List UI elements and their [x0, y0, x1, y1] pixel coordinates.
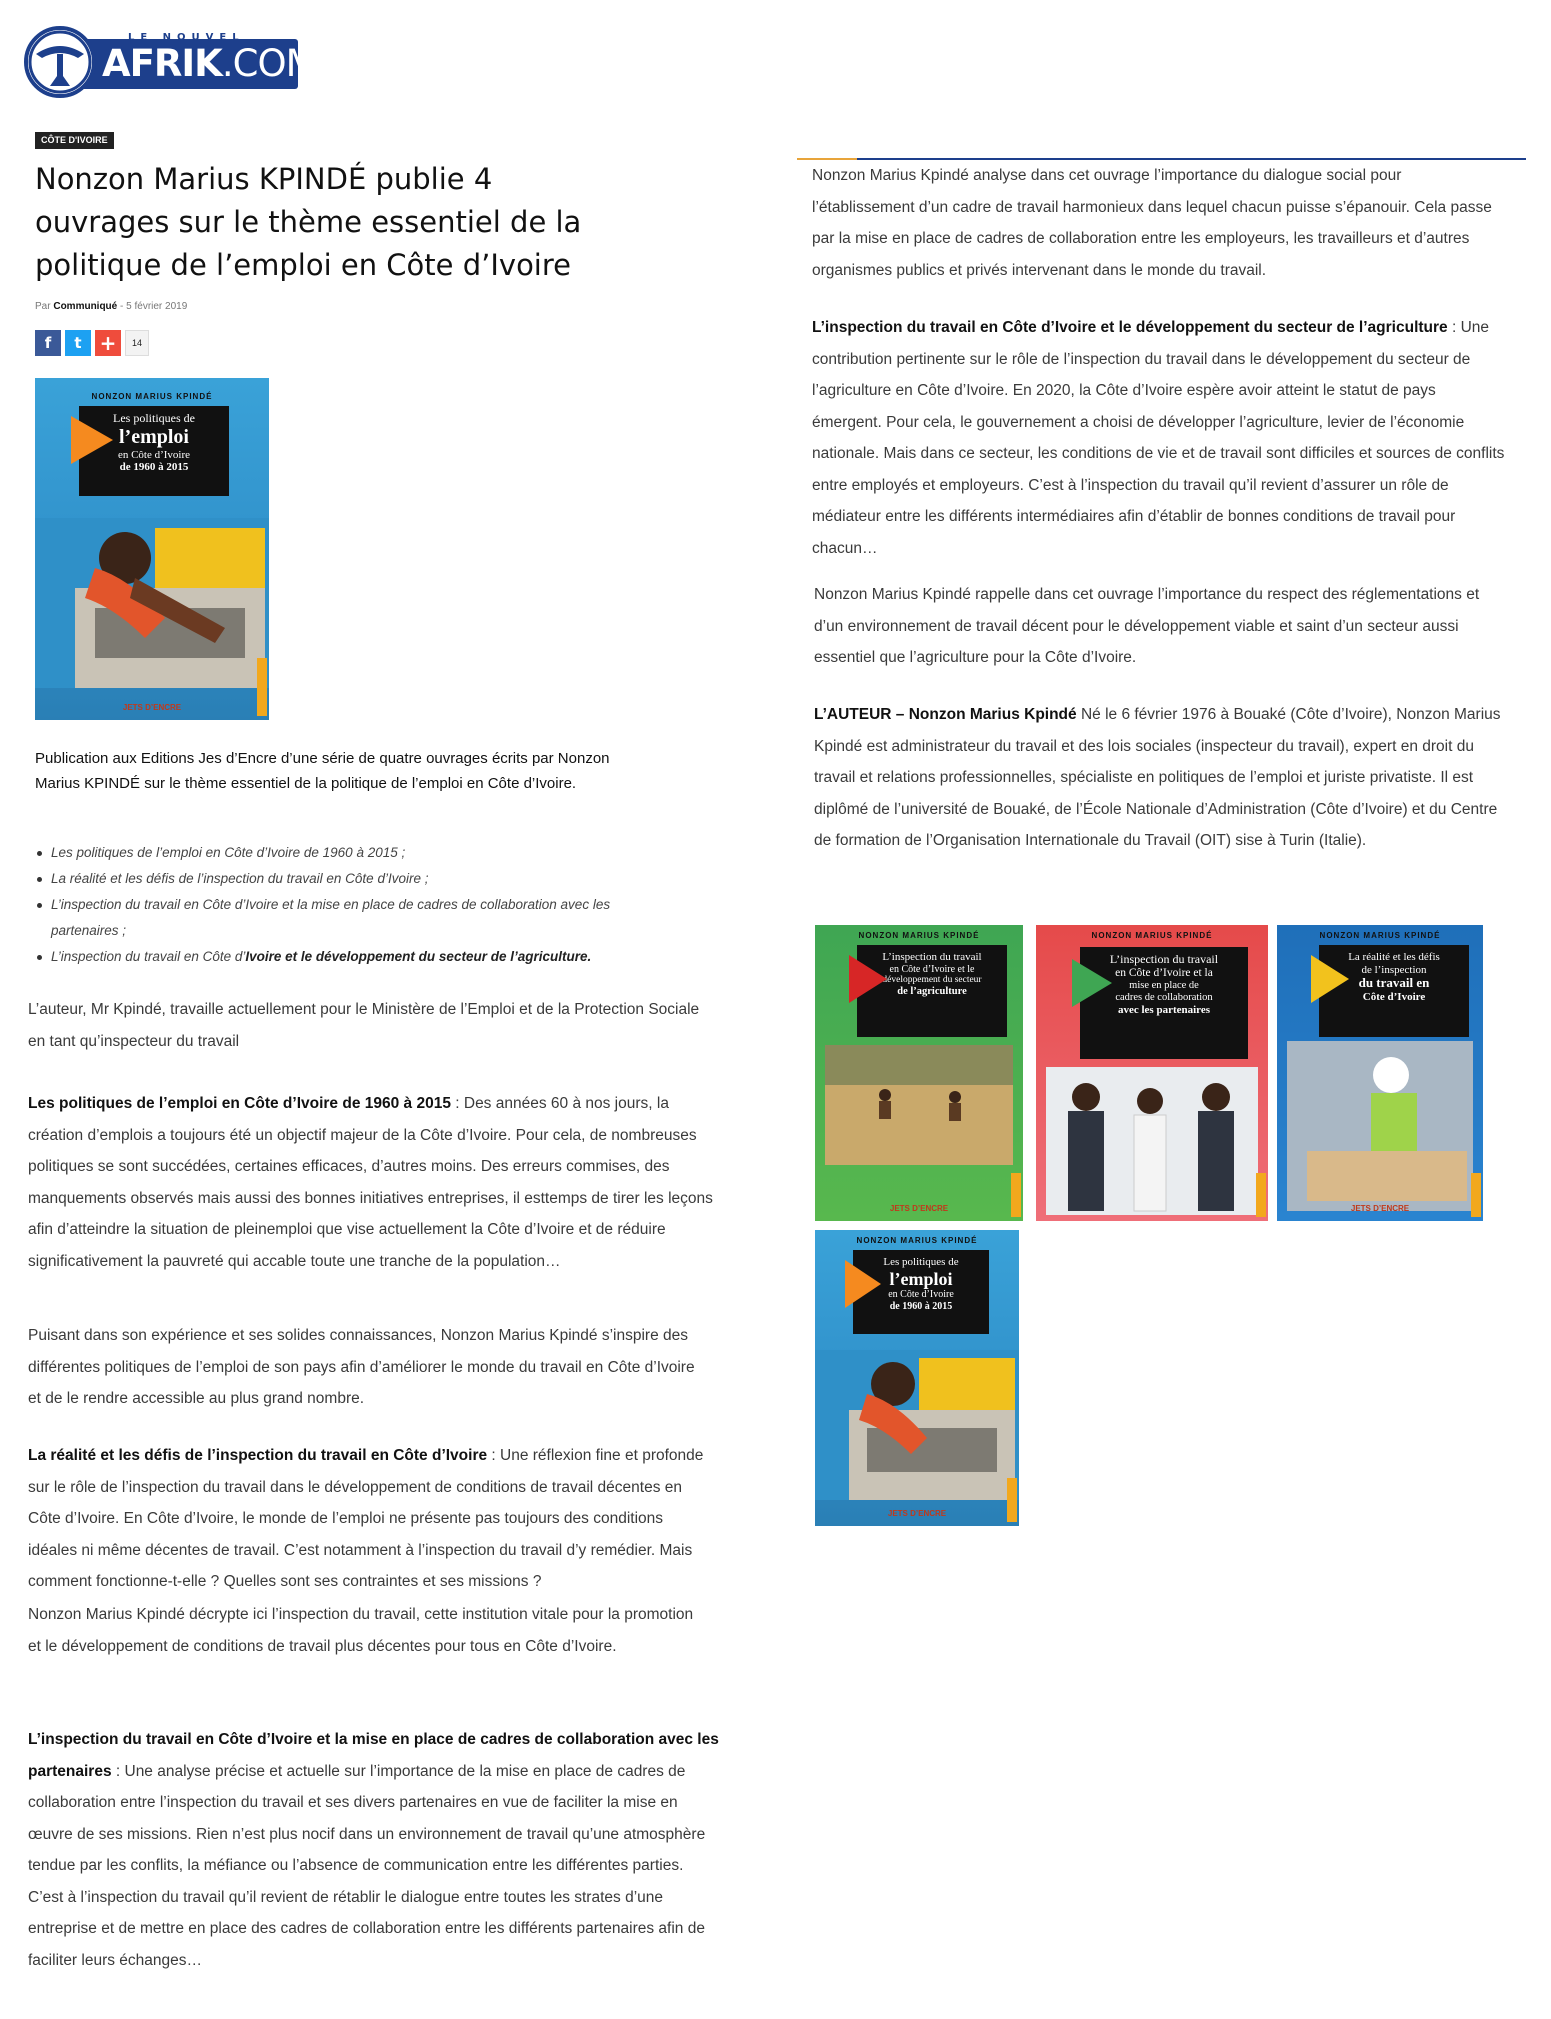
author-link[interactable]: Communiqué [53, 301, 118, 312]
paragraph-decrypte: Nonzon Marius Kpindé décrypte ici l’inspection du travail, cette institution vitale pour la promotion et le développement de conditions de travail plus décentes pour tous en Côte d’Ivoire. [28, 1606, 694, 1655]
green-arrow-shape [1072, 959, 1112, 1007]
handshake-illustration [1046, 1067, 1258, 1215]
paragraph-inspiration: Puisant dans son expérience et ses solides connaissances, Nonzon Marius Kpindé s’inspire des différentes politiques de l’emploi de son pays afin d’améliorer le monde du travail en Côte d’Ivoire et de le rendre accessible au plus grand nombre. [28, 1327, 695, 1407]
paragraph-agriculture: L’inspection du travail en Côte d’Ivoire et le développement du secteur de l’agriculture : Une contribution pertinente sur le rôle de l’inspection du travail dans le développement du secteur de l’agriculture en Côte d’Ivoire. En 2020, la Côte d’Ivoire espère avoir atteint le statut de pays émergent. Pour cela, le gouvernement a choisi de développer l’agriculture, levier de l’économie nationale. Mais dans ce secteur, les conditions de vie et de travail sont difficiles et sources de conflits entre employés et employeurs. C’est à l’inspection du travail qu’il revient d’assurer un rôle de médiateur entre les différents intermédiaires afin d’établir de bonnes conditions de travail pour chacun… [812, 319, 1505, 557]
share-bar [35, 330, 149, 356]
book-list [35, 840, 655, 970]
list-item: L’inspection du travail en Côte d’Ivoire et le développement du secteur de l’agriculture. [35, 944, 655, 970]
logo-superscript: LE NOUVEL [128, 32, 245, 43]
list-item: L’inspection du travail en Côte d’Ivoire et la mise en place de cadres de collaboration avec les partenaires ; [35, 892, 655, 944]
paragraph-politiques-emploi: Les politiques de l’emploi en Côte d’Ivoire de 1960 à 2015 : Des années 60 à nos jours, la création d’emplois a toujours été un objectif majeur de la Côte d’Ivoire. Pour cela, de nombreuses politiques se sont succédées, certaines efficaces, d’autres moins. Des erreurs commises, des manquements observés mais aussi des bonnes initiatives entreprises, il esttemps de tirer les leçons afin d’atteindre la situation de pleinemploi que vise actuellement la Côte d’Ivoire et de réduire significativement la pauvreté qui accable toute une tranche de la population… [28, 1095, 713, 1270]
field-illustration [825, 1045, 1013, 1165]
article-meta: Par Communiqué - 5 février 2019 [35, 301, 188, 312]
worker-illustration [35, 518, 269, 688]
share-count: 14 [125, 330, 149, 356]
paragraph-realite-defis: La réalité et les défis de l’inspection du travail en Côte d’Ivoire : Une réflexion fine et profonde sur le rôle de l’inspection du travail dans le développement de conditions de travail décentes en Côte d’Ivoire. En Côte d’Ivoire, le monde de l’emploi ne présente pas toujours des conditions idéales ni même décentes de travail. C’est notamment à l’inspection du travail d’y remédier. Mais comment fonctionne-t-elle ? Quelles sont ses contraintes et ses missions ? [28, 1447, 704, 1590]
book-cover-emploi-main[interactable]: NONZON MARIUS KPINDÉ Les politiques de l’emploi en Côte d’Ivoire de 1960 à 2015 JETS D’ENCRE [35, 378, 269, 720]
book-cover-defis[interactable]: NONZON MARIUS KPINDÉ La réalité et les défis de l’inspection du travail en Côte d’Ivoire JETS D’ENCRE [1277, 925, 1483, 1221]
workshop-illustration [1287, 1041, 1473, 1211]
cover-title: Les politiques de l’emploi en Côte d’Ivoire de 1960 à 2015 [79, 406, 229, 496]
red-arrow-shape [849, 955, 887, 1003]
yellow-arrow-shape [1311, 955, 1349, 1003]
orange-arrow-shape [71, 416, 113, 464]
cover-title: L’inspection du travail en Côte d’Ivoire et le développement du secteur de l’agriculture [857, 945, 1007, 1037]
facebook-share-button[interactable]: f [35, 330, 61, 356]
paragraph-collaboration: L’inspection du travail en Côte d’Ivoire et la mise en place de cadres de collaboration avec les partenaires : Une analyse précise et actuelle sur l’importance de la mise en place de cadres de collaboration entre l’inspection du travail et ses divers partenaires en vue de faciliter la mise en œuvre de ses missions. Rien n’est plus nocif dans un environnement de travail qu’une atmosphère tendue par les conflits, la méfiance ou l’absence de communication entre les différentes parties. C’est à l’inspection du travail qu’il revient de rétablir le dialogue entre toutes les strates d’une entreprise et de mettre en place des cadres de collaboration entre les différents partenaires afin de faciliter leurs échanges… [28, 1731, 719, 1969]
book-cover-agriculture[interactable]: NONZON MARIUS KPINDÉ L’inspection du travail en Côte d’Ivoire et le développement du secteur de l’agriculture JETS D’ENCRE [815, 925, 1023, 1221]
paragraph-reglementations: Nonzon Marius Kpindé rappelle dans cet ouvrage l’importance du respect des réglementations et d’un environnement de travail décent pour le développement viable et saint d’un secteur aussi essentiel que l’agriculture pour la Côte d’Ivoire. [814, 586, 1480, 666]
orange-arrow-shape [845, 1260, 881, 1308]
book-cover-collaboration[interactable]: NONZON MARIUS KPINDÉ L’inspection du travail en Côte d’Ivoire et la mise en place de cadres de collaboration avec les partenaires [1036, 925, 1268, 1221]
site-logo[interactable] [24, 26, 317, 100]
logo-brand: AFRIK.COM [102, 42, 317, 85]
more-share-button[interactable]: + [95, 330, 121, 356]
cover-title: L’inspection du travail en Côte d’Ivoire et la mise en place de cadres de collaboration avec les partenaires [1080, 947, 1248, 1059]
list-item: Les politiques de l’emploi en Côte d’Ivoire de 1960 à 2015 ; [35, 840, 655, 866]
paragraph-dialogue-social: Nonzon Marius Kpindé analyse dans cet ouvrage l’importance du dialogue social pour l’établissement d’un cadre de travail harmonieux dans lequel chacun puisse s’épanouir. Cela passe par la mise en place de cadres de collaboration entre les employeurs, les travailleurs et d’autres organismes publics et privés intervenant dans le monde du travail. [812, 167, 1492, 279]
worker-illustration [815, 1350, 1019, 1500]
list-item: La réalité et les défis de l’inspection du travail en Côte d’Ivoire ; [35, 866, 655, 892]
article-title: Nonzon Marius KPINDÉ publie 4 ouvrages sur le thème essentiel de la politique de l’emploi en Côte d’Ivoire [35, 162, 582, 282]
category-badge[interactable]: CÔTE D'IVOIRE [35, 132, 114, 149]
paragraph-auteur-bio: L’AUTEUR – Nonzon Marius Kpindé Né le 6 février 1976 à Bouaké (Côte d’Ivoire), Nonzon Marius Kpindé est administrateur du travail et des lois sociales (inspecteur du travail), expert en droit du travail et relations professionnelles, spécialiste en politiques de l’emploi et juriste privatiste. Il est diplômé de l’université de Bouaké, de l’École Nationale d’Administration (Côte d’Ivoire) et du Centre de formation de l’Organisation Internationale du Travail (OIT) sise à Turin (Italie). [814, 706, 1501, 849]
article-lede: Publication aux Editions Jes d’Encre d’une série de quatre ouvrages écrits par Nonzon Marius KPINDÉ sur le thème essentiel de la politique de l’emploi en Côte d’Ivoire. [35, 750, 610, 792]
twitter-share-button[interactable]: t [65, 330, 91, 356]
publish-date: 5 février 2019 [126, 301, 188, 312]
book-cover-emploi[interactable]: NONZON MARIUS KPINDÉ Les politiques de l’emploi en Côte d’Ivoire de 1960 à 2015 JETS D’ENCRE [815, 1230, 1019, 1526]
paragraph-author-intro: L’auteur, Mr Kpindé, travaille actuellement pour le Ministère de l’Emploi et de la Protection Sociale en tant qu’inspecteur du travail [28, 1001, 700, 1050]
globe-icon [24, 26, 96, 98]
cover-title: Les politiques de l’emploi en Côte d’Ivoire de 1960 à 2015 [853, 1250, 989, 1334]
cover-title: La réalité et les défis de l’inspection du travail en Côte d’Ivoire [1319, 945, 1469, 1037]
